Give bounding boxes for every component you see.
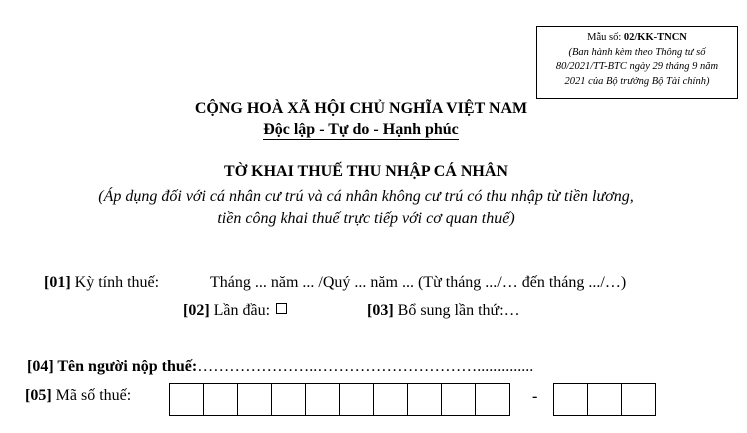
form-issue-line-1: (Ban hành kèm theo Thông tư số: [568, 46, 706, 58]
motto-wrapper: [0, 121, 722, 139]
national-motto: Độc lập - Tự do - Hạnh phúc: [263, 121, 459, 138]
field-03-label[interactable]: Bổ sung lần thứ:…: [393, 302, 520, 319]
tax-id-digit-cell[interactable]: [305, 383, 340, 416]
tax-id-digit-cell[interactable]: [475, 383, 510, 416]
tax-id-branch-cell[interactable]: [621, 383, 656, 416]
field-02-code: [02]: [183, 302, 210, 319]
form-title: TỜ KHAI THUẾ THU NHẬP CÁ NHÂN: [224, 163, 508, 180]
form-number-line: [587, 32, 687, 43]
form-issue-line-2: 80/2021/TT-BTC ngày 29 tháng 9 năm: [555, 61, 719, 72]
tax-id-separator: -: [532, 388, 538, 405]
tax-id-digit-cell[interactable]: [373, 383, 408, 416]
field-01-label: Kỳ tính thuế:: [70, 274, 160, 291]
tax-id-branch-grid: [553, 383, 656, 416]
tax-id-digit-cell[interactable]: [407, 383, 442, 416]
field-05-row: [25, 387, 131, 405]
form-subtitle-line-1: (Áp dụng đối với cá nhân cư trú và cá nhân không cư trú có thu nhập từ tiền lương,: [98, 188, 634, 205]
tax-id-digit-cell[interactable]: [203, 383, 238, 416]
form-issue-line-3: 2021 của Bộ trưởng Bộ Tài chính): [564, 75, 710, 87]
field-01-row: [44, 274, 159, 292]
form-subtitle-line-2: tiền công khai thuế trực tiếp với cơ quan thuế): [217, 210, 515, 227]
field-01-code: [01]: [44, 274, 71, 291]
field-03-code: [03]: [367, 302, 394, 319]
tax-id-main-grid: [169, 383, 510, 416]
tax-id-digit-cell[interactable]: [271, 383, 306, 416]
field-01-value[interactable]: Tháng ... năm ... /Quý ... năm ... (Từ tháng .../… đến tháng .../…): [210, 274, 627, 291]
field-02-row: [183, 302, 287, 320]
tax-id-digit-cell[interactable]: [441, 383, 476, 416]
tax-id-branch-cell[interactable]: [587, 383, 622, 416]
first-time-checkbox[interactable]: [276, 303, 287, 314]
field-05-code: [05]: [25, 387, 52, 404]
tax-id-digit-cell[interactable]: [237, 383, 272, 416]
tax-id-digit-cell[interactable]: [169, 383, 204, 416]
form-number-code: 02/KK-TNCN: [623, 32, 687, 43]
field-04-row: [27, 358, 533, 376]
tax-id-branch-cell[interactable]: [553, 383, 588, 416]
field-03-row: [367, 302, 520, 320]
tax-id-digit-cell[interactable]: [339, 383, 374, 416]
field-05-label: Mã số thuế:: [51, 387, 132, 404]
field-02-label: Lần đầu:: [209, 302, 271, 319]
taxpayer-name-field[interactable]: …………………..…………………………..............: [197, 358, 534, 375]
form-number-box: [536, 26, 738, 99]
form-subtitle: [0, 186, 732, 230]
national-title: CỘNG HOÀ XÃ HỘI CHỦ NGHĨA VIỆT NAM: [194, 100, 528, 117]
field-04-label: [04] Tên người nộp thuế:: [27, 358, 198, 375]
form-number-prefix: Mẫu số:: [587, 32, 624, 43]
